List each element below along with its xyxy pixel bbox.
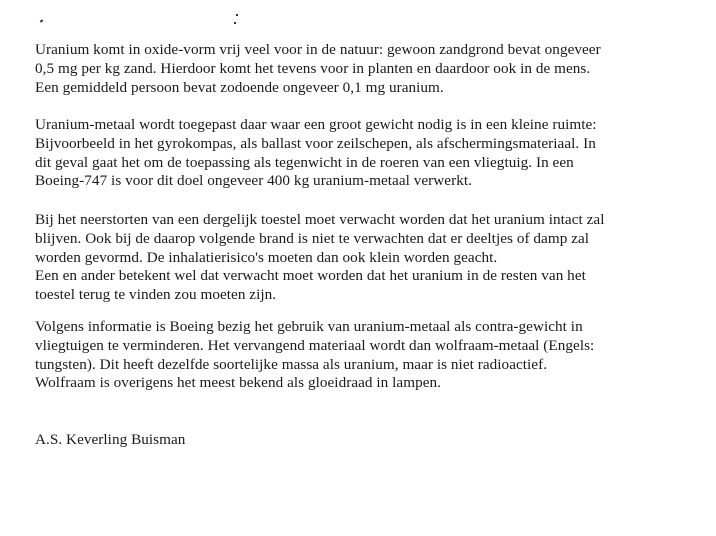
scan-speck: [40, 19, 44, 22]
text-line: Bij het neerstorten van een dergelijk toestel moet verwacht worden dat het uranium intact zal: [35, 211, 605, 228]
text-line: blijven. Ook bij de daarop volgende brand is niet te verwachten dat er deeltjes of damp zal: [35, 229, 590, 247]
paragraph-applications: [35, 116, 597, 191]
text-line: Uranium komt in oxide-vorm vrij veel voor in de natuur: gewoon zandgrond bevat ongeveer: [35, 41, 601, 58]
paragraph-crash: [35, 211, 604, 305]
paragraph-replacement: [35, 318, 594, 393]
scan-speck: [234, 22, 236, 24]
text-line: dit geval gaat het om de toepassing als tegenwicht in de roeren van een vliegtuig. In een: [35, 153, 574, 171]
text-line: vliegtuigen te verminderen. Het vervangend materiaal wordt dan wolfraam-metaal (Engels:: [35, 336, 595, 354]
text-line: Volgens informatie is Boeing bezig het gebruik van uranium-metaal als contra-gewicht in: [35, 318, 583, 335]
text-line: worden gevormd. De inhalatierisico's moeten dan ook klein worden geacht.: [35, 248, 498, 266]
signature: [35, 431, 185, 450]
text-line: Boeing-747 is voor dit doel ongeveer 400 kg uranium-metaal verwerkt.: [35, 172, 472, 190]
text-line: Wolfraam is overigens het meest bekend als gloeidraad in lampen.: [35, 374, 442, 392]
signature-name: A.S. Keverling Buisman: [35, 431, 186, 448]
paragraph-natural-occurrence: [35, 41, 601, 97]
text-line: tungsten). Dit heeft dezelfde soortelijke massa als uranium, maar is niet radioactief.: [35, 355, 548, 373]
text-line: Bijvoorbeeld in het gyrokompas, als ballast voor zeilschepen, als afschermingsmateriaal. In: [35, 134, 596, 152]
scan-speck: [236, 14, 238, 16]
text-line: Een en ander betekent wel dat verwacht moet worden dat het uranium in de resten van het: [35, 267, 586, 285]
text-line: Een gemiddeld persoon bevat zodoende ongeveer 0,1 mg uranium.: [35, 78, 444, 96]
text-line: 0,5 mg per kg zand. Hierdoor komt het tevens voor in planten en daardoor ook in de mens.: [35, 59, 591, 77]
text-line: toestel terug te vinden zou moeten zijn.: [35, 286, 277, 304]
text-line: Uranium-metaal wordt toegepast daar waar een groot gewicht nodig is in een kleine ruimte:: [35, 116, 597, 133]
